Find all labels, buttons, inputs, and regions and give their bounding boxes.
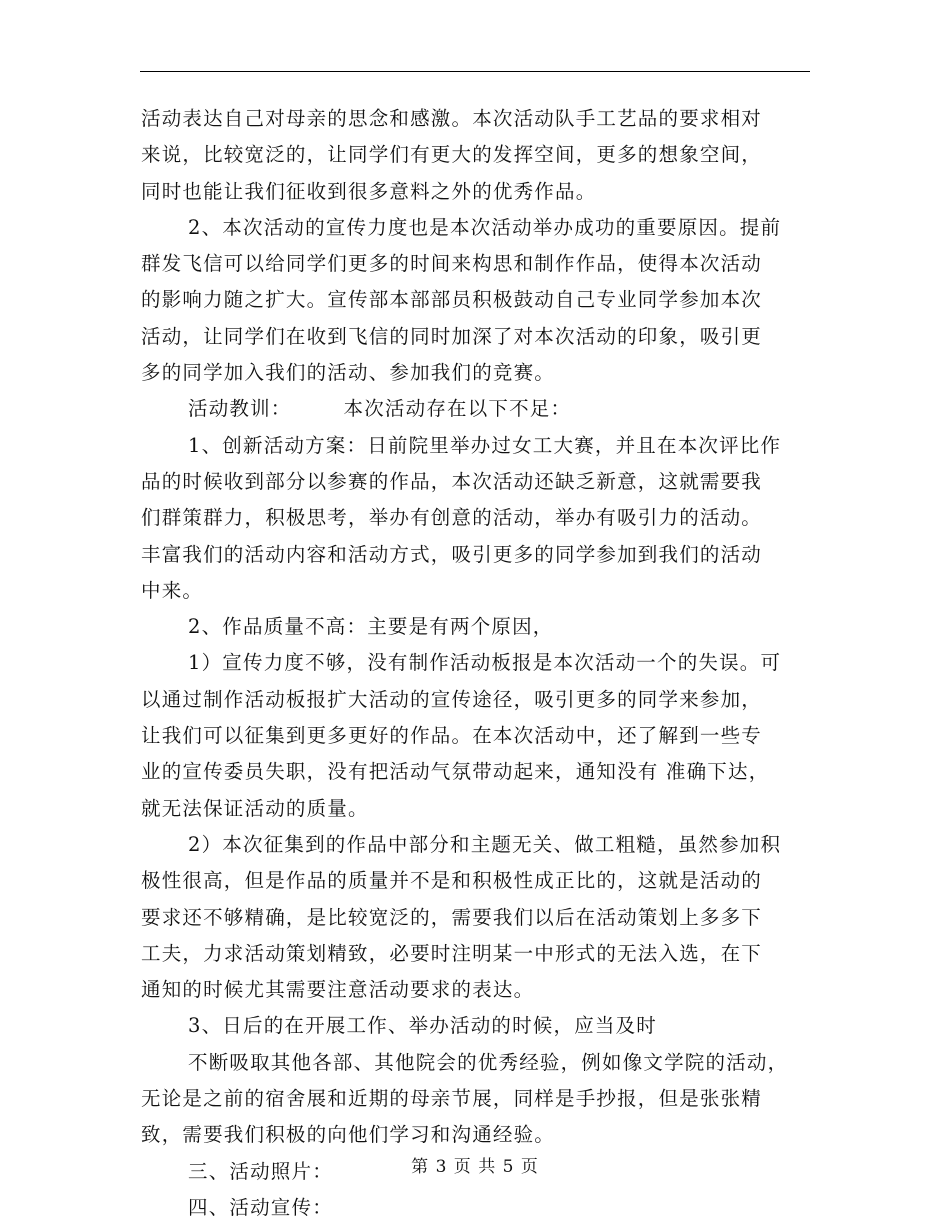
lessons-intro: 本次活动存在以下不足： — [343, 397, 572, 421]
paragraph-line: 群发飞信可以给同学们更多的时间来构思和制作作品，使得本次活动 — [141, 252, 763, 276]
paragraph-line: 品的时候收到部分以参赛的作品，本次活动还缺乏新意，这就需要我 — [141, 469, 763, 493]
section-heading: 四、活动宣传： — [188, 1195, 333, 1219]
lessons-heading-line — [141, 391, 811, 427]
page-footer — [0, 1152, 950, 1177]
paragraph-line: 工夫，力求活动策划精致，必要时注明某一中形式的无法入选，在下 — [141, 941, 763, 965]
header-rule — [140, 71, 810, 72]
paragraph-line: 致，需要我们积极的向他们学习和沟通经验。 — [141, 1123, 556, 1147]
section-heading: 三、活动照片： — [188, 1159, 333, 1183]
paragraph-line: 活动，让同学们在收到飞信的同时加深了对本次活动的印象，吸引更 — [141, 324, 763, 348]
paragraph-line: 2、作品质量不高：主要是有两个原因， — [188, 615, 554, 639]
paragraph-line: 多的同学加入我们的活动、参加我们的竞赛。 — [141, 361, 556, 385]
paragraph-line: 1）宣传力度不够，没有制作活动板报是本次活动一个的失误。可 — [188, 651, 782, 675]
paragraph-line: 通知的时候尤其需要注意活动要求的表达。 — [141, 978, 535, 1002]
paragraph-line: 中来。 — [141, 578, 204, 602]
paragraph-line: 就无法保证活动的质量。 — [141, 796, 369, 820]
paragraph-line: 3、日后的在开展工作、举办活动的时候，应当及时 — [188, 1014, 658, 1038]
paragraph-line: 同时也能让我们征收到很多意料之外的优秀作品。 — [141, 179, 597, 203]
paragraph-line: 活动表达自己对母亲的思念和感激。本次活动队手工艺品的要求相对 — [141, 107, 763, 130]
paragraph-line: 2）本次征集到的作品中部分和主题无关、做工粗糙，虽然参加积 — [188, 832, 782, 856]
page-number-label: 第 3 页 共 5 页 — [411, 1157, 539, 1177]
paragraph-line: 无论是之前的宿舍展和近期的母亲节展，同样是手抄报，但是张张精 — [141, 1087, 763, 1111]
paragraph-line: 让我们可以征集到更多更好的作品。在本次活动中，还了解到一些专 — [141, 724, 763, 748]
paragraph-line: 2、本次活动的宣传力度也是本次活动举办成功的重要原因。提前 — [188, 215, 782, 239]
paragraph-line: 不断吸取其他各部、其他院会的优秀经验，例如像文学院的活动， — [188, 1050, 789, 1074]
paragraph-line: 业的宣传委员失职，没有把活动气氛带动起来，通知没有 准确下达， — [141, 760, 770, 784]
lessons-heading: 活动教训： — [188, 397, 292, 421]
paragraph-line: 极性很高，但是作品的质量并不是和积极性成正比的，这就是活动的 — [141, 869, 763, 893]
paragraph-line: 要求还不够精确，是比较宽泛的，需要我们以后在活动策划上多多下 — [141, 905, 763, 929]
paragraph-line: 的影响力随之扩大。宣传部本部部员积极鼓动自己专业同学参加本次 — [141, 288, 763, 312]
document-body — [141, 101, 811, 1226]
paragraph-line: 来说，比较宽泛的，让同学们有更大的发挥空间，更多的想象空间， — [141, 143, 763, 167]
paragraph-line: 丰富我们的活动内容和活动方式，吸引更多的同学参加到我们的活动 — [141, 542, 763, 566]
paragraph-line: 们群策群力，积极思考，举办有创意的活动，举办有吸引力的活动。 — [141, 506, 763, 530]
paragraph-line: 以通过制作活动板报扩大活动的宣传途径，吸引更多的同学来参加， — [141, 687, 763, 711]
paragraph-line: 1、创新活动方案：日前院里举办过女工大赛，并且在本次评比作 — [188, 433, 782, 457]
